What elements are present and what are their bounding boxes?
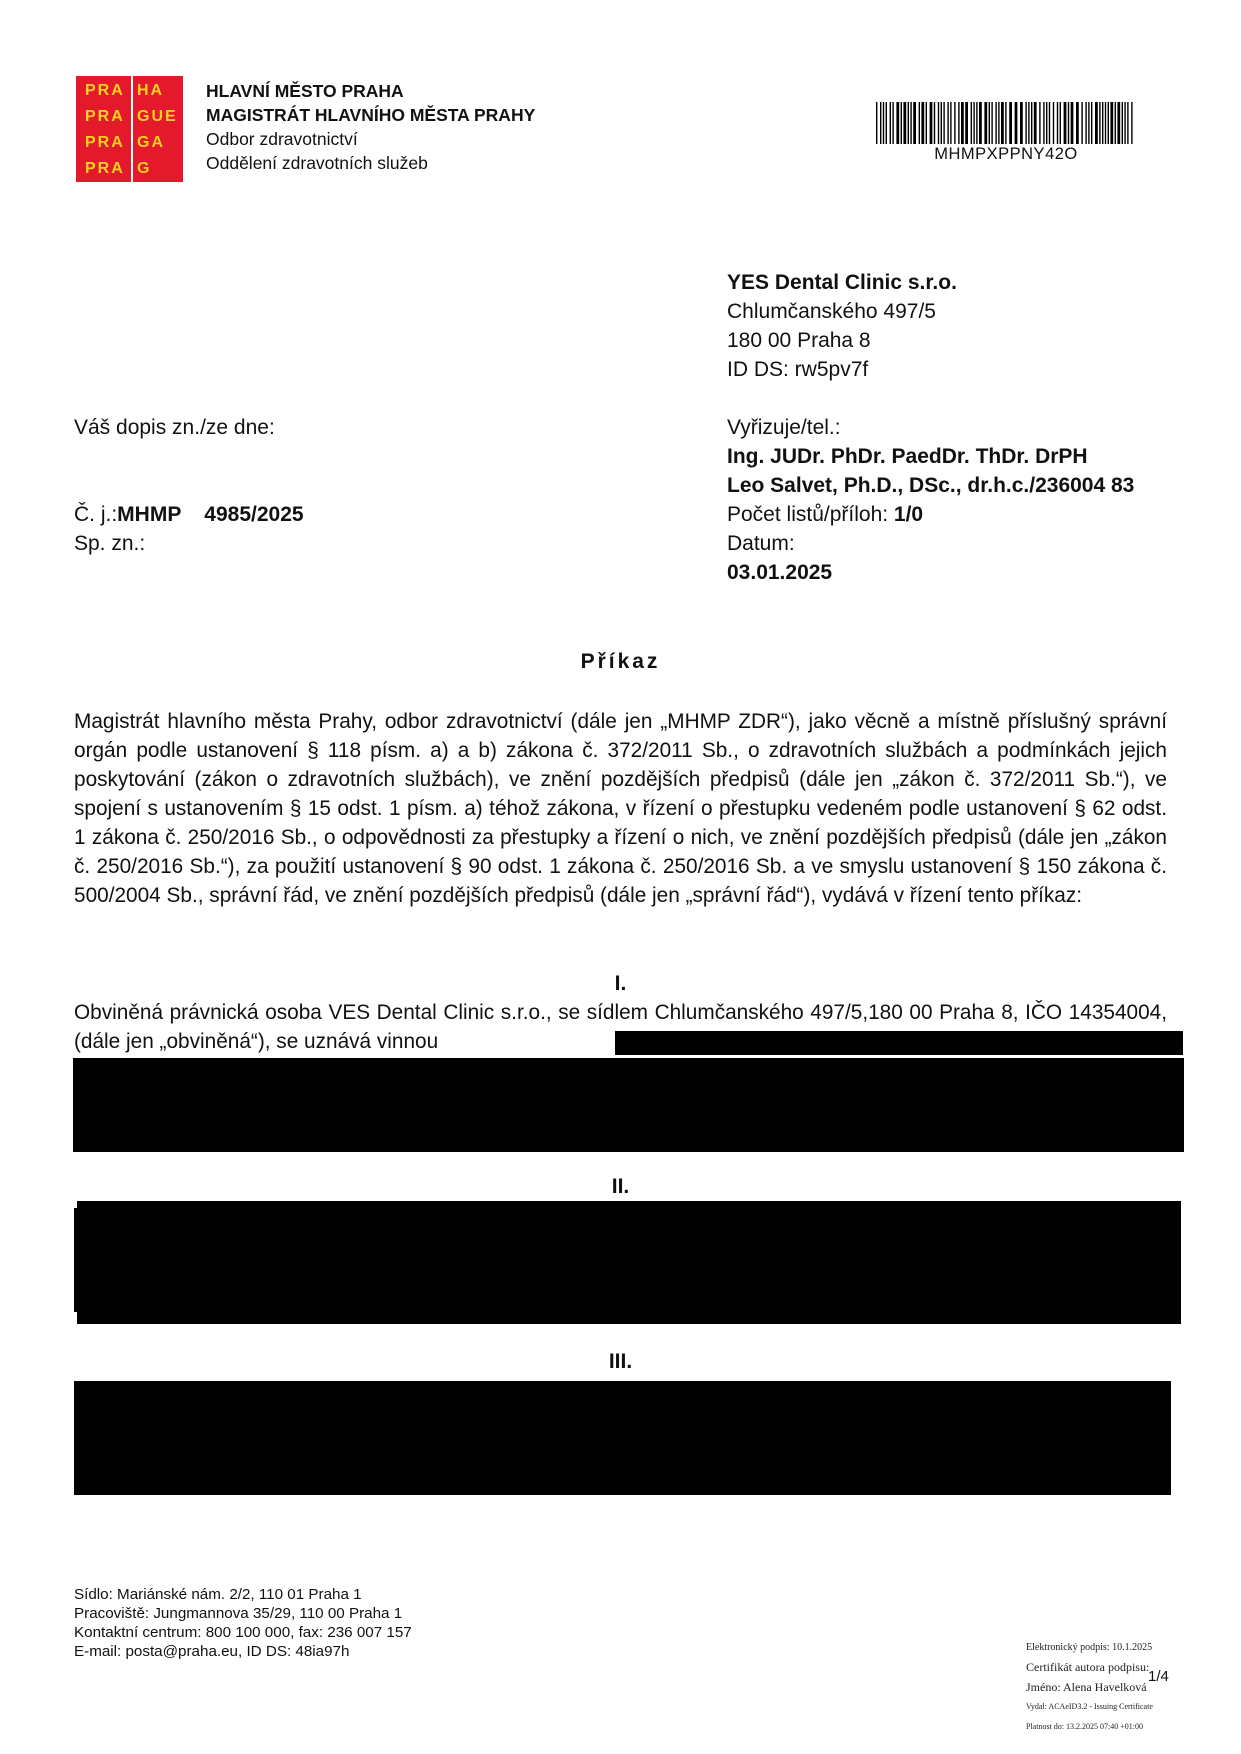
org-division: Oddělení zdravotních služeb [206, 153, 428, 173]
footer-seat: Sídlo: Mariánské nám. 2/2, 110 01 Praha 1 [74, 1586, 362, 1603]
handler-block [727, 413, 1134, 587]
reference-number [74, 500, 304, 529]
sheets-count [727, 500, 1134, 529]
barcode-icon [876, 102, 1136, 144]
organization-header [206, 79, 535, 175]
recipient-address [727, 268, 957, 384]
signature-name: Jméno: Alena Havelková [1026, 1680, 1147, 1694]
handler-name-line2: Leo Salvet, Ph.D., DSc., dr.h.c./236004 83 [727, 474, 1135, 497]
recipient-city: 180 00 Praha 8 [727, 329, 871, 352]
logo-text-right: G [137, 160, 152, 177]
logo-text-right: HA [137, 82, 165, 99]
handler-label: Vyřizuje/tel.: [727, 416, 841, 439]
signature-issuer: Vydal: ACAeID3.2 - Issuing Certificate [1026, 1702, 1153, 1711]
logo-row [76, 78, 183, 103]
redaction-edge [74, 1208, 79, 1312]
redaction-block [615, 1031, 1183, 1055]
signature-validity: Platnost do: 13.2.2025 07:40 +01:00 [1026, 1722, 1143, 1731]
your-letter-label: Váš dopis zn./ze dne: [74, 416, 275, 439]
logo-row [76, 104, 183, 129]
footer-email: E-mail: posta@praha.eu, ID DS: 48ia97h [74, 1643, 350, 1660]
logo-text-left: PRA [85, 82, 125, 99]
org-magistrate: MAGISTRÁT HLAVNÍHO MĚSTA PRAHY [206, 105, 536, 125]
barcode-text: MHMPXPPNY42O [934, 145, 1078, 163]
recipient-data-box: ID DS: rw5pv7f [727, 358, 869, 381]
page-number: 1/4 [1148, 1668, 1169, 1685]
logo-text-left: PRA [85, 108, 125, 125]
redaction-block [73, 1058, 1184, 1152]
intro-paragraph: Magistrát hlavního města Prahy, odbor zdravotnictví (dále jen „MHMP ZDR“), jako věcně a místně příslušný správní orgán podle ustanovení § 118 písm. a) a b) zákona č. 372/2011 Sb., o zdravotních službách a podmínkách jejich poskytování (zákon o zdravotních službách), ve znění pozdějších předpisů (dále jen „zákon č. 372/2011 Sb.“), ve spojení s ustanovením § 15 odst. 1 písm. a) téhož zákona, v řízení o přestupku vedeném podle ustanovení § 62 odst. 1 zákona č. 250/2016 Sb., o odpovědnosti za přestupky a řízení o nich, ve znění pozdějších předpisů (dále jen „zákon č. 250/2016 Sb.“), za použití ustanovení § 90 odst. 1 zákona č. 250/2016 Sb. a ve smyslu ustanovení § 150 zákona č. 500/2004 Sb., správní řád, ve znění pozdějších předpisů (dále jen „správní řád“), vydává v řízení tento příkaz: [74, 710, 1167, 907]
recipient-street: Chlumčanského 497/5 [727, 300, 936, 323]
logo-row [76, 156, 183, 181]
redaction-block [77, 1201, 1181, 1324]
logo-text-right: GA [137, 134, 165, 151]
date-value: 03.01.2025 [727, 561, 833, 584]
org-city: HLAVNÍ MĚSTO PRAHA [206, 81, 404, 101]
footer-contact-center: Kontaktní centrum: 800 100 000, fax: 236 007 157 [74, 1624, 412, 1641]
section-1-number: I. [614, 972, 627, 995]
handler-name-line1: Ing. JUDr. PhDr. PaedDr. ThDr. DrPH [727, 445, 1088, 468]
signature-certificate: Certifikát autora podpisu: [1026, 1660, 1150, 1674]
cj-label: Č. j.: [74, 503, 118, 526]
document-title: Příkaz [580, 650, 661, 673]
electronic-signature [1026, 1638, 1176, 1737]
section-3-number: III. [608, 1350, 633, 1373]
section-2-number: II. [611, 1175, 630, 1198]
footer-workplace: Pracoviště: Jungmannova 35/29, 110 00 Praha 1 [74, 1605, 403, 1622]
prague-logo [76, 76, 183, 182]
file-mark-label: Sp. zn.: [74, 532, 146, 555]
section-1-text: Obviněná právnická osoba VES Dental Clinic s.r.o., se sídlem Chlumčanského 497/5,180 00 Praha 8, IČO 14354004, (dále jen „obviněná“), se uznává vinnou [74, 1001, 1167, 1053]
logo-row [76, 130, 183, 155]
sheets-value: 1/0 [893, 503, 924, 526]
signature-date: Elektronický podpis: 10.1.2025 [1026, 1642, 1153, 1653]
date-label: Datum: [727, 532, 795, 555]
footer-contact [74, 1585, 412, 1661]
redaction-block [74, 1381, 1171, 1495]
org-department: Odbor zdravotnictví [206, 129, 358, 149]
cj-value: MHMP 4985/2025 [117, 503, 304, 526]
recipient-name: YES Dental Clinic s.r.o. [727, 271, 957, 294]
sheets-label: Počet listů/příloh: [727, 503, 894, 526]
logo-text-left: PRA [85, 160, 125, 177]
logo-text-right: GUE [137, 108, 178, 125]
logo-text-left: PRA [85, 134, 125, 151]
